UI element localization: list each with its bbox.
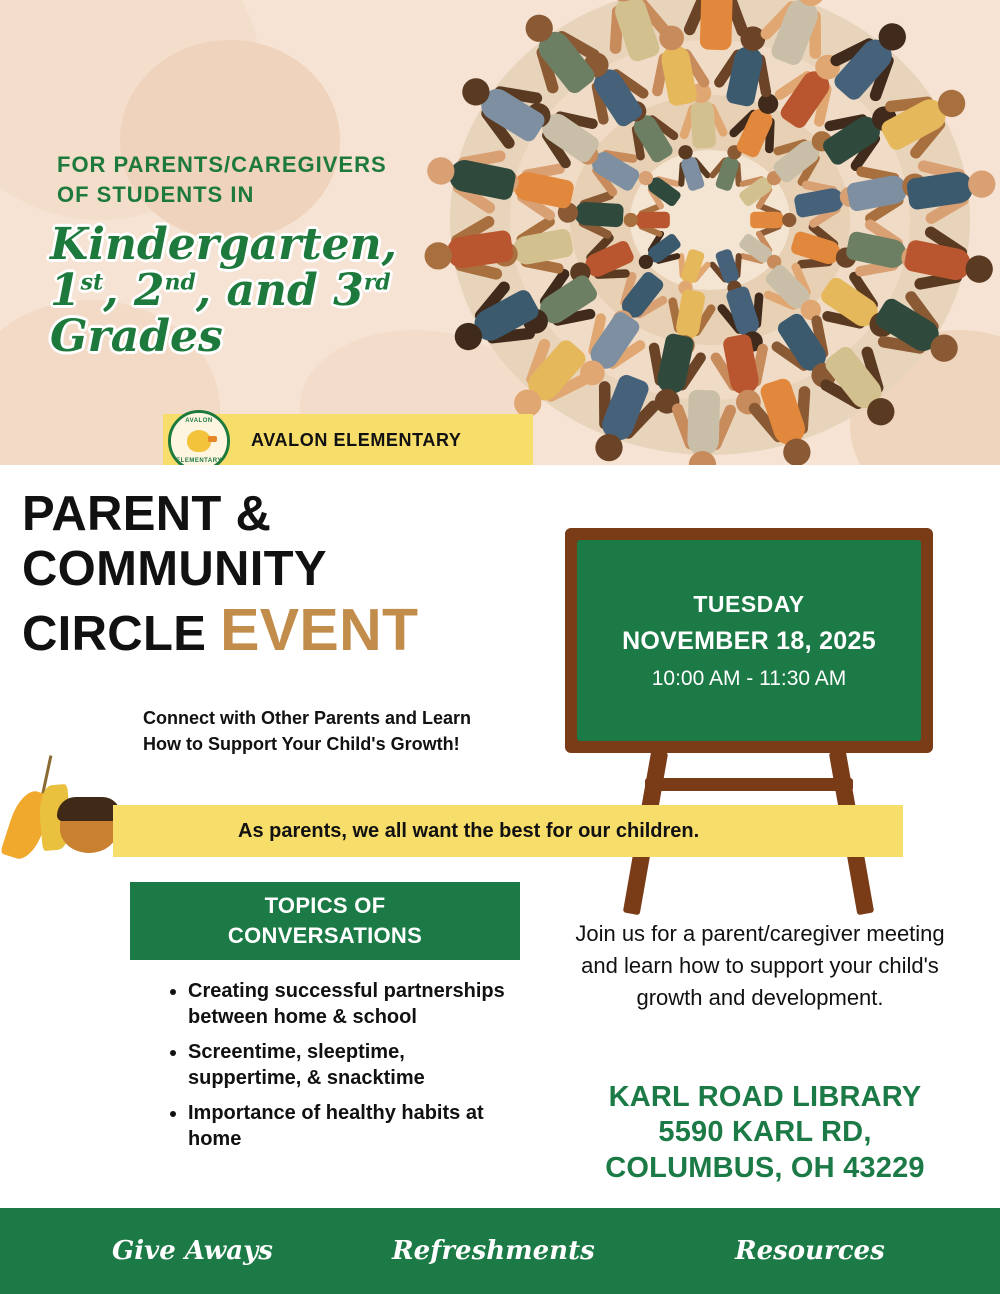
chalkboard xyxy=(565,528,933,753)
illustration-person xyxy=(683,377,724,465)
invitation-text: Join us for a parent/caregiver meeting and learn how to support your child's growth and development. xyxy=(575,921,945,1010)
venue-city-state-zip: COLUMBUS, OH 43229 xyxy=(605,1151,925,1184)
duck-icon xyxy=(187,430,211,452)
school-logo-icon xyxy=(168,410,230,465)
grade-2-suffix: nd xyxy=(164,269,196,296)
venue-street: 5590 KARL RD, xyxy=(658,1116,872,1149)
audience-line-1: FOR PARENTS/CAREGIVERS xyxy=(57,152,387,177)
list-item: • Importance of healthy habits at home xyxy=(188,1100,510,1153)
school-logo-top-text: AVALON xyxy=(185,418,213,424)
list-item: • Creating successful partnerships between home & school xyxy=(188,978,510,1031)
topics-heading-line-1: TOPICS OF xyxy=(264,893,386,919)
footer-item-resources: Resources xyxy=(735,1236,885,1266)
grades-line-3: Grades xyxy=(50,311,223,363)
chalkboard-content xyxy=(577,540,921,741)
title-accent-word: EVENT xyxy=(220,596,419,663)
grades-line-1: Kindergarten, xyxy=(50,219,397,270)
footer-banner xyxy=(0,1208,1000,1294)
grade-1-number: 1 xyxy=(50,265,81,317)
school-banner xyxy=(163,414,533,465)
grade-3-number: , and 3 xyxy=(195,265,364,317)
footer-item-giveaways: Give Aways xyxy=(112,1236,273,1266)
title-line-2: COMMUNITY xyxy=(22,541,327,596)
event-day: TUESDAY xyxy=(693,590,805,617)
decorative-blob xyxy=(120,40,340,240)
grade-2-number: , 2 xyxy=(103,265,165,317)
venue-address xyxy=(555,1080,975,1186)
acorn-cap xyxy=(57,797,121,821)
page-title xyxy=(22,487,542,663)
school-logo-bottom-text: ELEMENTARY xyxy=(176,458,222,464)
footer-item-refreshments: Refreshments xyxy=(392,1236,595,1266)
quote-text: As parents, we all want the best for our children. xyxy=(238,819,700,842)
title-line-3 xyxy=(22,597,542,663)
topics-list xyxy=(170,978,510,1160)
grades-heading xyxy=(50,219,470,363)
community-circle-illustration xyxy=(430,0,990,465)
subtitle-line-2: How to Support Your Child's Growth! xyxy=(143,734,460,755)
list-item: • Screentime, sleeptime, suppertime, & snacktime xyxy=(188,1039,510,1092)
quote-banner xyxy=(113,805,903,857)
title-line-1: PARENT & xyxy=(22,487,272,541)
grade-3-suffix: rd xyxy=(363,269,391,296)
page-subtitle xyxy=(143,705,543,757)
title-line-3-text: CIRCLE xyxy=(22,606,207,661)
illustration-person xyxy=(696,0,737,63)
subtitle-line-1: Connect with Other Parents and Learn xyxy=(143,708,472,728)
audience-heading xyxy=(57,150,457,209)
event-date: NOVEMBER 18, 2025 xyxy=(622,626,876,655)
school-name: AVALON ELEMENTARY xyxy=(251,429,462,450)
topics-heading-line-2: CONVERSATIONS xyxy=(227,923,423,948)
event-time: 10:00 AM - 11:30 AM xyxy=(651,666,847,690)
school-logo-inner xyxy=(171,413,227,465)
easel-crossbar xyxy=(645,778,853,791)
top-banner xyxy=(0,0,1000,465)
venue-name: KARL ROAD LIBRARY xyxy=(608,1081,922,1113)
grade-1-suffix: st xyxy=(80,269,104,296)
grades-line-2 xyxy=(50,265,470,317)
audience-line-2: OF STUDENTS IN xyxy=(57,181,255,207)
topics-heading xyxy=(130,882,520,960)
